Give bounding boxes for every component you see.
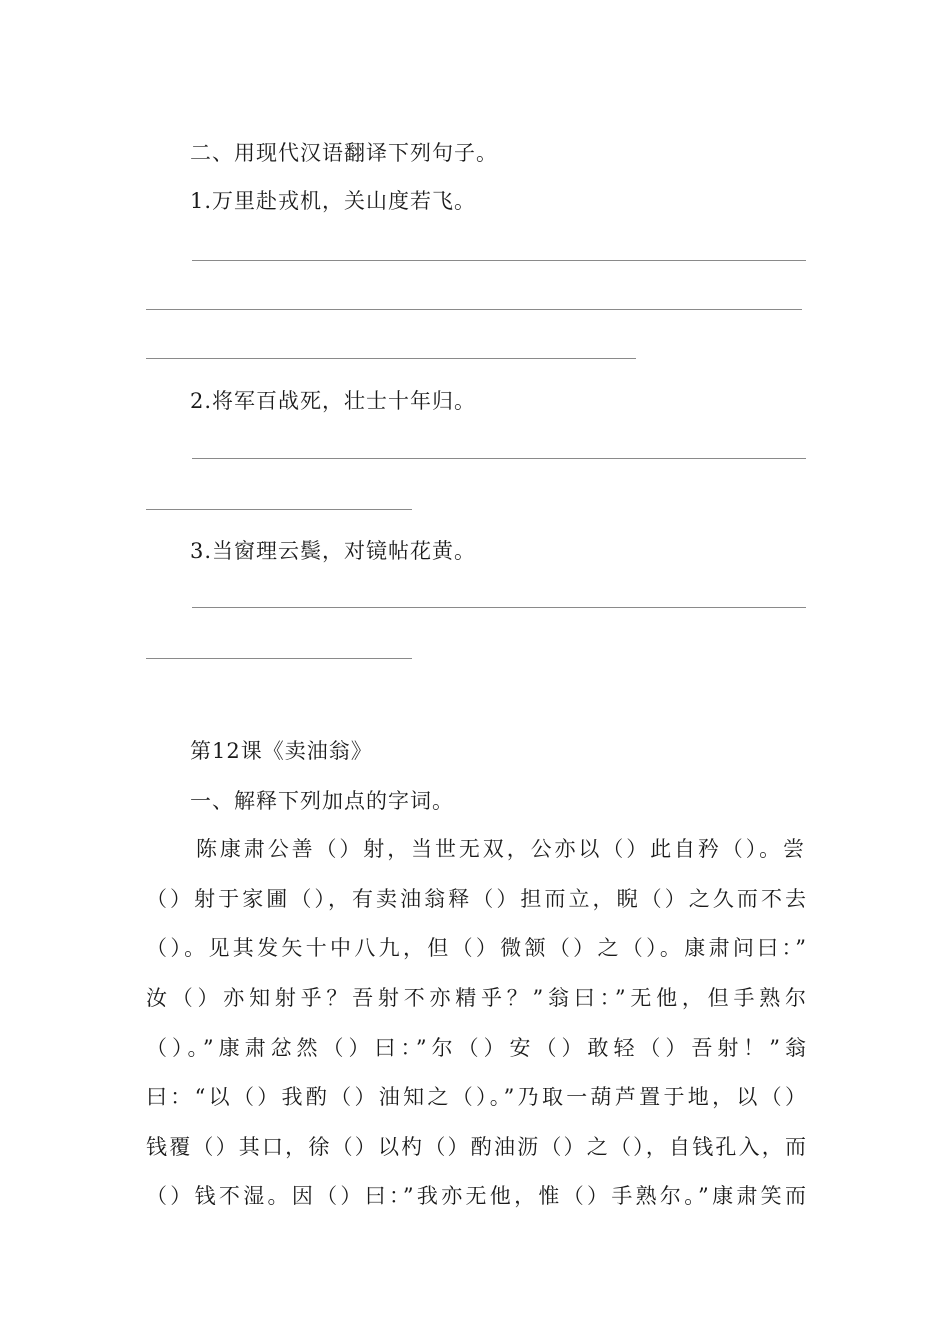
answer-line[interactable] [192, 607, 806, 608]
passage-line: （）。”康肃忿然（）曰：”尔（）安（）敢轻（）吾射！”翁 [146, 1036, 806, 1060]
lesson-title: 第12课《卖油翁》 [190, 739, 373, 763]
passage-line: 陈康肃公善（）射，当世无双，公亦以（）此自矜（）。尝 [196, 837, 804, 861]
passage-line: （）。见其发矢十中八九，但（）微颔（）之（）。康肃问曰：” [146, 936, 806, 960]
question-2: 2.将军百战死，壮士十年归。 [190, 389, 477, 413]
question-3: 3.当窗理云鬓，对镜帖花黄。 [190, 539, 477, 563]
answer-line[interactable] [146, 509, 412, 510]
passage-line: 曰：“以（）我酌（）油知之（）。”乃取一葫芦置于地，以（） [146, 1085, 806, 1109]
passage-line: 汝（）亦知射乎？吾射不亦精乎？”翁曰：”无他，但手熟尔 [146, 986, 806, 1010]
part1-heading: 一、解释下列加点的字词。 [190, 789, 454, 813]
answer-line[interactable] [192, 458, 806, 459]
answer-line[interactable] [146, 358, 636, 359]
answer-line[interactable] [146, 658, 412, 659]
passage-line: （）射于家圃（），有卖油翁释（）担而立，睨（）之久而不去 [146, 887, 806, 911]
passage-line: 钱覆（）其口，徐（）以杓（）酌油沥（）之（），自钱孔入，而 [146, 1135, 806, 1159]
section-heading: 二、用现代汉语翻译下列句子。 [190, 141, 498, 165]
answer-line[interactable] [146, 309, 802, 310]
answer-line[interactable] [192, 260, 806, 261]
question-1: 1.万里赴戎机，关山度若飞。 [190, 189, 477, 213]
passage-line: （）钱不湿。因（）曰：”我亦无他，惟（）手熟尔。”康肃笑而 [146, 1184, 806, 1208]
